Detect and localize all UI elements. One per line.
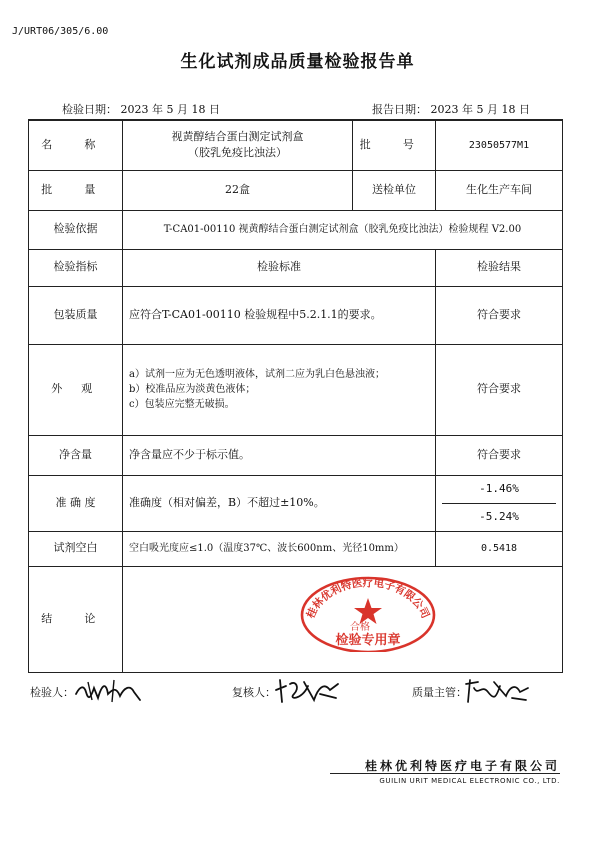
accuracy-result-2: -5.24% — [479, 509, 519, 523]
table-row — [29, 475, 563, 531]
qa-manager-signature — [462, 676, 532, 704]
name-value-line2: （胶乳免疫比浊法） — [188, 146, 287, 160]
table-row — [29, 531, 563, 566]
name-value — [123, 120, 353, 170]
company-divider — [330, 773, 560, 774]
indicator-header: 检验指标 — [29, 249, 123, 286]
net-content-label: 净含量 — [29, 435, 123, 475]
report-title: 生化试剂成品质量检验报告单 — [180, 52, 415, 72]
result-header: 检验结果 — [436, 249, 563, 286]
appearance-standard-a: a）试剂一应为无色透明液体，试剂二应为乳白色悬浊液； — [129, 369, 385, 380]
report-date: 报告日期： 2023 年 5 月 18 日 — [372, 103, 530, 116]
conclusion-label: 结 论 — [29, 566, 123, 672]
department-label: 送检单位 — [353, 170, 436, 210]
reviewer-label: 复核人： — [232, 686, 276, 699]
table-row — [29, 249, 563, 286]
blank-standard: 空白吸光度应≤1.0（温度37℃、波长600nm、光径10mm） — [123, 531, 436, 566]
qc-stamp — [298, 570, 438, 652]
company-name-cn: 桂林优利特医疗电子有限公司 — [364, 759, 560, 773]
packaging-result: 符合要求 — [436, 286, 563, 344]
company-name-en: GUILIN URIT MEDICAL ELECTRONIC CO., LTD. — [379, 777, 560, 785]
table-row — [29, 435, 563, 475]
stamp-star-icon — [354, 598, 382, 624]
stamp-middle-text: 合格 — [350, 622, 370, 633]
reviewer-signature — [274, 676, 344, 704]
appearance-label: 外 观 — [29, 344, 123, 435]
appearance-standard — [123, 344, 436, 435]
appearance-result: 符合要求 — [436, 344, 563, 435]
lot-label: 批 号 — [353, 120, 436, 170]
blank-label: 试剂空白 — [29, 531, 123, 566]
packaging-label: 包装质量 — [29, 286, 123, 344]
stamp-arc-text: 桂林优利特医疗电子有限公司 — [304, 577, 432, 621]
name-label: 名 称 — [29, 120, 123, 170]
accuracy-label: 准 确 度 — [29, 475, 123, 531]
quantity-value: 22盒 — [123, 170, 353, 210]
net-content-result: 符合要求 — [436, 435, 563, 475]
qa-manager-label: 质量主管： — [412, 686, 467, 699]
table-row — [29, 286, 563, 344]
table-row — [29, 210, 563, 249]
standard-header: 检验标准 — [123, 249, 436, 286]
packaging-standard: 应符合T-CA01-00110 检验规程中5.2.1.1的要求。 — [123, 286, 436, 344]
quantity-label: 批 量 — [29, 170, 123, 210]
accuracy-standard: 准确度（相对偏差，B）不超过±10%。 — [123, 475, 436, 531]
table-row — [29, 170, 563, 210]
appearance-standard-c: c）包装应完整无破损。 — [129, 399, 235, 410]
accuracy-results — [436, 475, 563, 531]
table-row — [29, 120, 563, 170]
stamp-bottom-text: 检验专用章 — [335, 633, 401, 648]
inspector-signature — [74, 676, 144, 704]
inspection-date: 检验日期： 2023 年 5 月 18 日 — [62, 103, 220, 116]
net-content-standard: 净含量应不少于标示值。 — [123, 435, 436, 475]
name-value-line1: 视黄醇结合蛋白测定试剂盒 — [171, 129, 304, 143]
inspection-table — [28, 119, 563, 673]
inspector-label: 检验人： — [30, 686, 74, 699]
basis-value: T-CA01-00110 视黄醇结合蛋白测定试剂盒（胶乳免疫比浊法）检验规程 V2.00 — [123, 210, 563, 249]
blank-result: 0.5418 — [436, 531, 563, 566]
accuracy-result-1: -1.46% — [442, 476, 556, 504]
table-row — [29, 566, 563, 672]
table-row — [29, 344, 563, 435]
document-code: J/URT06/305/6.00 — [12, 26, 109, 37]
lot-value: 23050577M1 — [436, 120, 563, 170]
basis-label: 检验依据 — [29, 210, 123, 249]
department-value: 生化生产车间 — [436, 170, 563, 210]
appearance-standard-b: b）校准品应为淡黄色液体； — [129, 384, 256, 395]
